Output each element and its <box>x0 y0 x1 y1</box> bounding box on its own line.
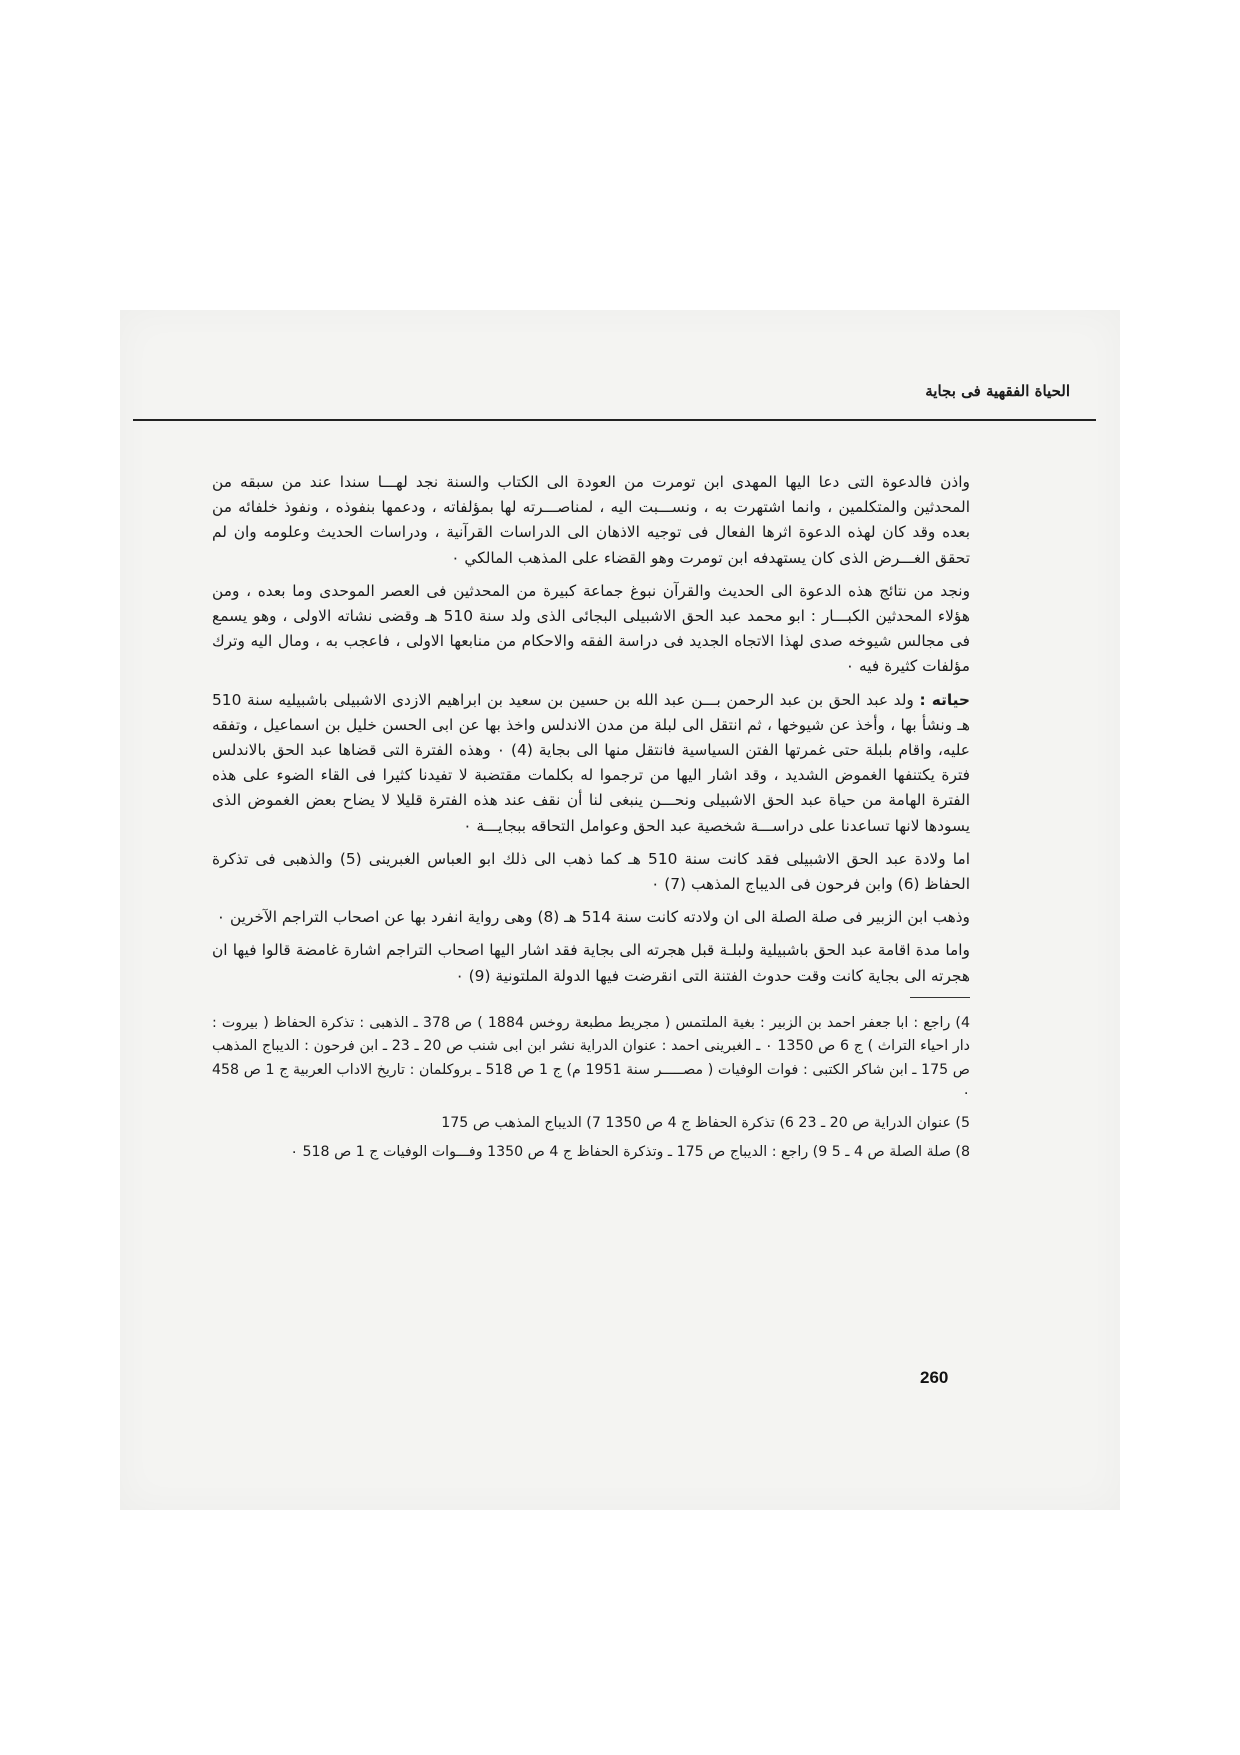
body-text <box>212 470 970 1171</box>
header-rule <box>133 419 1096 421</box>
footnote: 4) راجع : ابا جعفر احمد بن الزبير : بغية الملتمس ( مجريط مطبعة روخس 1884 ) ص 378 ـ الذهبى : تذكرة الحفاظ ( بيروت : دار احياء التراث ) ج 6 ص 1350 ٠ ـ الغبرينى احمد : عنوان الدراية نشر ابن ابى شنب ص 20 ـ 23 ـ ابن فرحون : الديباج المذهب ص 175 ـ ابن شاكر الكتبى : فوات الوفيات ( مصـــــر سنة 1951 م) ج 1 ص 518 ـ بروكلمان : تاريخ الاداب العربية ج 1 ص 458 ٠ <box>212 1014 970 1102</box>
paragraph-text: واما مدة اقامة عبد الحق باشبيلية ولبلـة قبل هجرته الى بجاية فقد اشار اليها اصحاب التراجم اشارة غامضة قالوا فيها ان هجرته الى بجاية كانت وقت حدوث الفتنة التى انقرضت فيها الدولة الملتونية (9) ٠ <box>212 941 970 985</box>
paragraph-text: اما ولادة عبد الحق الاشبيلى فقد كانت سنة 510 هـ كما ذهب الى ذلك ابو العباس الغبرينى (5) والذهبى فى تذكرة الحفاظ (6) وابن فرحون فى الديباج المذهب (7) ٠ <box>212 849 970 894</box>
paragraph-text: ولد عبد الحق بن عبد الرحمن بـــن عبد الله بن حسين بن سعيد بن ابراهيم الازدى الاشبيلى باشبيليه سنة 510 هـ ونشأ بها ، وأخذ عن شيوخها ، ثم انتقل الى لبلة من مدن الاندلس واخذ بها عن ابى الحسن خليل بن اسماعيل ، وتفقه عليه، واقام بلبلة حتى غمرتها الفتن السياسية فانتقل منها الى بجاية (4) ٠ وهذه الفترة التى قضاها عبد الحق بالاندلس فترة يكتنفها الغموض الشديد ، وقد اشار اليها من ترجموا له بكلمات مقتضبة لا تفيدنا كثيرا فى القاء الضوء على هذه الفترة الهامة من حياة عبد الحق الاشبيلى ونحـــن ينبغى لنا أن نقف عند هذه الفترة قليلا لا يضاح بعض الغموض الذى يسودها لانها تساعدنا على دراســـة شخصية عبد الحق وعوامل التحاقه ببجايـــة ٠ <box>212 690 970 835</box>
paragraph-text: واذن فالدعوة التى دعا اليها المهدى ابن تومرت من العودة الى الكتاب والسنة نجد لهـــا سندا عند من سبقه من المحدثين والمتكلمين ، وانما اشتهرت به ، ونســـبت اليه ، لمناصـــرته لها بمؤلفاته ، ودعمها بنفوذه ، ونفوذ خلفائه من بعده وقد كان لهذه الدعوة اثرها الفعال فى توجيه الاذهان الى الدراسات القرآنية ، ودراسات الحديث وعلومه وان لم تحقق الغـــرض الذى كان يستهدفه ابن تومرت وهو القضاء على المذهب المالكي ٠ <box>212 473 970 567</box>
paragraph <box>212 579 970 680</box>
running-header-title: الحياة الفقهية فى بجاية <box>925 382 1070 400</box>
footnote: 5) عنوان الدراية ص 20 ـ 23 6) تذكرة الحفاظ ج 4 ص 1350 7) الديباج المذهب ص 175 <box>441 1114 970 1131</box>
page-number: 260 <box>920 1368 949 1387</box>
paragraph <box>212 688 970 839</box>
paragraph <box>212 470 970 571</box>
footnotes <box>212 1012 970 1165</box>
paragraph-text: ونجد من نتائج هذه الدعوة الى الحديث والقرآن نبوغ جماعة كبيرة من المحدثين فى العصر الموحدى وما بعده ، ومن هؤلاء المحدثين الكبـــار : ابو محمد عبد الحق الاشبيلى البجائى الذى ولد سنة 510 هـ وقضى نشاته الاولى ، وهو يسمع فى مجالس شيوخه صدى لهذا الاتجاه الجديد فى دراسة الفقه والاحكام من منابعها الاولى ، فاعجب به ، ومال اليه وترك مؤلفات كثيرة فيه ٠ <box>212 581 970 676</box>
paragraph <box>212 847 970 897</box>
paragraph <box>212 905 970 930</box>
paragraph <box>212 938 970 988</box>
footnote: 8) صلة الصلة ص 4 ـ 5 9) راجع : الديباج ص 175 ـ وتذكرة الحفاظ ج 4 ص 1350 وفـــوات الوفيات ج 1 ص 518 ٠ <box>290 1144 970 1161</box>
paragraph-text: وذهب ابن الزبير فى صلة الصلة الى ان ولادته كانت سنة 514 هـ (8) وهى رواية انفرد بها عن اصحاب التراجم الآخرين ٠ <box>216 908 970 927</box>
footnote-separator <box>910 997 970 998</box>
section-lead-heading: حياته : <box>919 690 970 709</box>
